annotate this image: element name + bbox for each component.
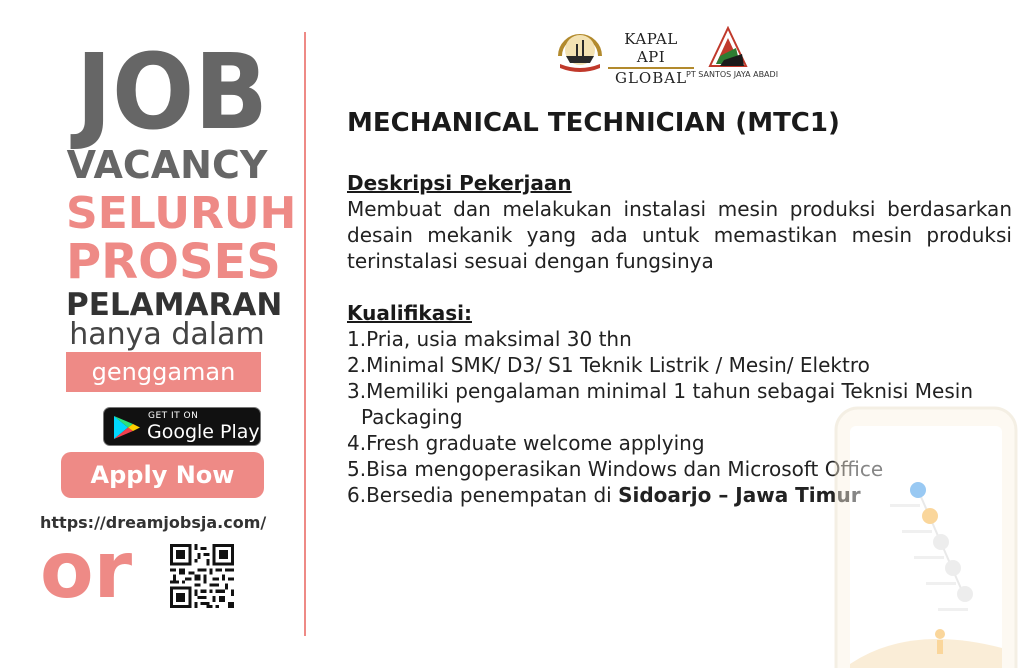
or-text: or bbox=[40, 526, 133, 616]
job-title: MECHANICAL TECHNICIAN (MTC1) bbox=[347, 108, 840, 138]
description-text: Membuat dan melakukan instalasi mesin produksi berdasarkan desain mekanik yang ada untuk memastikan mesin produksi terinstalasi sesuai dengan fungsinya bbox=[347, 197, 1012, 273]
kapal-line2: GLOBAL bbox=[614, 69, 688, 87]
kapal-line1: KAPAL API bbox=[608, 30, 694, 69]
apply-now-button[interactable]: Apply Now bbox=[61, 452, 264, 498]
santos-wordmark: PT SANTOS JAYA ABADI bbox=[686, 70, 779, 79]
placement-location: Sidoarjo – Jawa Timur bbox=[618, 483, 861, 507]
qr-code-icon bbox=[170, 544, 234, 608]
gplay-small-label: GET IT ON bbox=[148, 411, 199, 421]
santos-logo bbox=[708, 26, 748, 68]
seluruh-text: SELURUH bbox=[66, 188, 297, 239]
gplay-big-label: Google Play bbox=[147, 421, 260, 443]
qualification-heading: Kualifikasi: bbox=[347, 301, 472, 325]
vacancy-heading: VACANCY bbox=[66, 143, 268, 187]
vertical-divider bbox=[304, 32, 306, 636]
left-panel bbox=[0, 0, 305, 668]
job-heading: JOB bbox=[76, 31, 268, 153]
list-item: 1.Pria, usia maksimal 30 thn bbox=[347, 327, 632, 351]
pelamaran-text: PELAMARAN bbox=[66, 287, 283, 323]
placement-text: 6.Bersedia penempatan di bbox=[347, 483, 619, 507]
google-play-button[interactable] bbox=[103, 407, 261, 446]
kapal-api-logo bbox=[556, 26, 604, 72]
genggaman-badge: genggaman bbox=[66, 352, 261, 392]
hanya-dalam-text: hanya dalam bbox=[69, 317, 265, 352]
google-play-icon bbox=[112, 415, 142, 440]
description-heading: Deskripsi Pekerjaan bbox=[347, 171, 572, 195]
proses-text: PROSES bbox=[66, 234, 281, 290]
list-item: 5.Bisa mengoperasikan Windows dan Microsoft Office bbox=[347, 457, 884, 481]
list-item: 3.Memiliki pengalaman minimal 1 tahun sebagai Teknisi Mesin Packaging bbox=[347, 379, 974, 429]
phone-illustration bbox=[830, 404, 1020, 668]
kapal-api-wordmark bbox=[608, 30, 694, 87]
list-item: 4.Fresh graduate welcome applying bbox=[347, 431, 705, 455]
website-link[interactable]: https://dreamjobsja.com/ bbox=[40, 513, 267, 532]
list-item: 2.Minimal SMK/ D3/ S1 Teknik Listrik / Mesin/ Elektro bbox=[347, 353, 870, 377]
